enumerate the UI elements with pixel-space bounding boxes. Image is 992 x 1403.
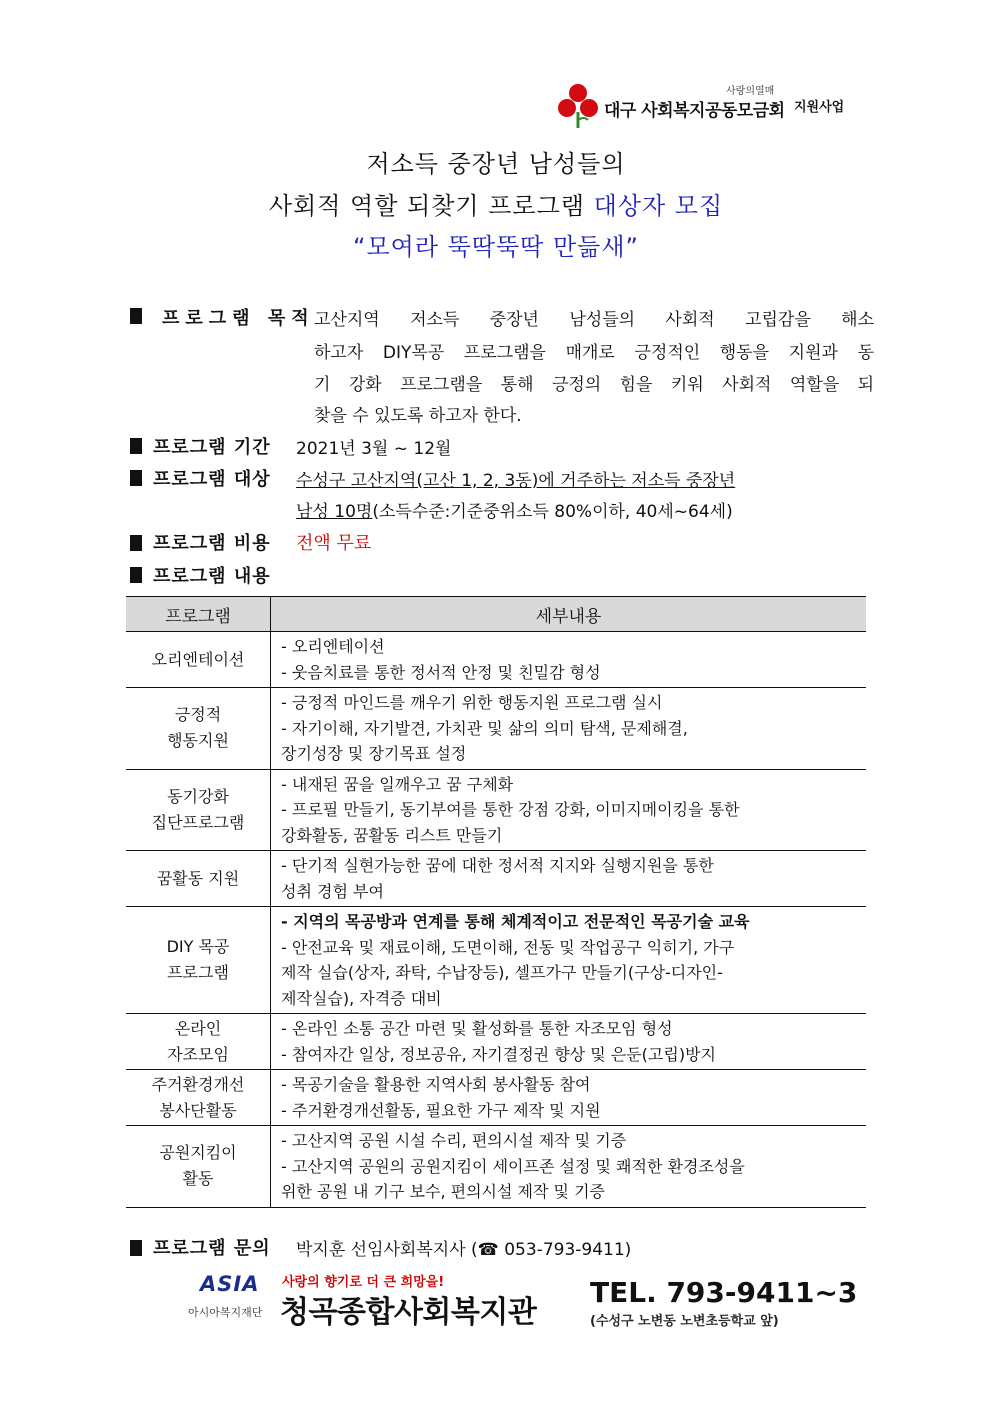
program-detail-line: 강화활동, 꿈활동 리스트 만들기 [281, 825, 503, 845]
love-fruit-logo-icon [556, 82, 600, 130]
program-category-text: 공원지킴이 [159, 1143, 237, 1163]
program-category-cell [126, 769, 271, 851]
program-detail-line: - 주거환경개선활동, 필요한 가구 제작 및 지원 [281, 1100, 601, 1120]
program-detail-line: - 목공기술을 활용한 지역사회 봉사활동 참여 [281, 1075, 591, 1094]
asia-org-name: 아시아복지재단 [188, 1306, 263, 1319]
program-detail-line: - 고산지역 공원의 공원지킴이 세이프존 설정 및 쾌적한 환경조성을 [281, 1156, 745, 1176]
program-detail-line: - 자기이해, 자기발견, 가치관 및 삶의 의미 탐색, 문제해결, [281, 718, 688, 738]
purpose-line-3: 기 강화 프로그램을 통해 긍정의 힘을 키워 사회적 역할을 되 [314, 375, 874, 395]
center-slogan: 사랑의 향기로 더 큰 희망을! [282, 1275, 445, 1290]
program-detail-line: - 참여자간 일상, 정보공유, 자기결정권 향상 및 은둔(고립)방지 [281, 1044, 716, 1064]
program-details-cell [271, 769, 867, 851]
program-category-text: 오리엔테이션 [151, 649, 245, 669]
title-line-2 [0, 186, 992, 221]
program-category-text: 봉사단활동 [159, 1100, 237, 1120]
program-detail-line: 위한 공원 내 기구 보수, 편의시설 제작 및 기증 [281, 1182, 605, 1201]
program-detail-line: - 긍정적 마인드를 깨우기 위한 행동지원 프로그램 실시 [281, 693, 663, 712]
program-detail-line: 성취 경험 부여 [281, 881, 384, 901]
table-row [126, 1126, 866, 1208]
cost-bullet-icon [130, 535, 142, 551]
title-line-2-highlight: 대상자 모집 [593, 192, 724, 220]
program-category-cell [126, 907, 271, 1014]
program-table [126, 596, 866, 1208]
program-category-cell [126, 1070, 271, 1126]
table-header-program: 프로그램 [126, 597, 271, 632]
program-detail-line: - 오리엔테이션 [281, 637, 385, 656]
program-detail-line: - 안전교육 및 재료이해, 도면이해, 전동 및 작업공구 익히기, 가구 [281, 937, 735, 957]
period-value: 2021년 3월 ~ 12월 [296, 439, 452, 459]
program-detail-line: 제작 실습(상자, 좌탁, 수납장등), 셀프가구 만들기(구상-디자인- [281, 963, 723, 982]
content-bullet-icon [130, 567, 142, 583]
title-line-2-prefix: 사회적 역할 되찾기 프로그램 [268, 192, 594, 220]
program-details-cell [271, 1070, 867, 1126]
program-category-text: 집단프로그램 [151, 812, 245, 832]
purpose-label: 프로그램 목적 [162, 308, 315, 329]
asia-foundation-logo [188, 1272, 280, 1326]
program-details-cell [271, 851, 867, 907]
table-row [126, 851, 866, 907]
table-row [126, 1070, 866, 1126]
program-category-cell [126, 851, 271, 907]
program-detail-line: 제작실습), 자격증 대비 [281, 988, 442, 1008]
target-line-2-underlined: 남성 10명 [296, 502, 373, 522]
program-detail-line: - 내재된 꿈을 일깨우고 꿈 구체화 [281, 774, 514, 794]
asia-logo-text: ASIA [200, 1272, 260, 1296]
table-row [126, 632, 866, 688]
cost-value: 전액 무료 [296, 533, 372, 554]
program-category-text: 행동지원 [167, 731, 229, 751]
program-category-text: 활동 [182, 1169, 214, 1189]
program-detail-line: - 고산지역 공원 시설 수리, 편의시설 제작 및 기증 [281, 1131, 627, 1150]
table-row [126, 688, 866, 770]
contact-value: 박지훈 선임사회복지사 (☎ 053-793-9411) [296, 1240, 632, 1260]
program-category-text: 꿈활동 지원 [156, 868, 240, 888]
purpose-line-4: 찾을 수 있도록 하고자 한다. [314, 406, 522, 426]
center-name: 청곡종합사회복지관 [280, 1295, 537, 1330]
program-detail-line: - 단기적 실현가능한 꿈에 대한 정서적 지지와 실행지원을 통한 [281, 856, 714, 875]
table-header-row [126, 597, 866, 632]
table-header-details: 세부내용 [271, 597, 867, 632]
contact-label: 프로그램 문의 [153, 1238, 271, 1259]
program-details-cell [271, 907, 867, 1014]
org-sub-label: 사랑의열매 [726, 86, 775, 97]
target-line-1: 수성구 고산지역(고산 1, 2, 3동)에 거주하는 저소득 중장년 [296, 471, 736, 491]
contact-bullet-icon [130, 1240, 142, 1256]
table-body [126, 632, 866, 1208]
program-category-text: 온라인 [174, 1018, 222, 1038]
title-line-3: “모여라 뚝딱뚝딱 만듦새” [353, 233, 639, 261]
cost-label: 프로그램 비용 [153, 533, 271, 554]
target-bullet-icon [130, 470, 142, 486]
program-details-cell [271, 688, 867, 770]
table-row [126, 1014, 866, 1070]
program-category-cell [126, 1014, 271, 1070]
purpose-line-2: 하고자 DIY목공 프로그램을 매개로 긍정적인 행동을 지원과 동 [314, 343, 874, 363]
org-name: 대구 사회복지공동모금회 [604, 101, 785, 121]
program-detail-line: 장기성장 및 장기목표 설정 [281, 744, 467, 763]
program-category-text: 주거환경개선 [151, 1074, 245, 1094]
program-details-cell [271, 632, 867, 688]
program-category-cell [126, 632, 271, 688]
purpose-line-1: 고산지역 저소득 중장년 남성들의 사회적 고립감을 해소 [314, 310, 874, 330]
content-label: 프로그램 내용 [153, 566, 271, 587]
program-category-cell [126, 688, 271, 770]
target-label: 프로그램 대상 [153, 469, 271, 490]
program-category-text: 동기강화 [167, 786, 229, 806]
program-details-cell [271, 1014, 867, 1070]
period-label: 프로그램 기간 [153, 437, 271, 458]
program-category-cell [126, 1126, 271, 1208]
program-detail-line: - 웃음치료를 통한 정서적 안정 및 친밀감 형성 [281, 662, 601, 682]
center-address: (수성구 노변동 노변초등학교 앞) [590, 1314, 779, 1329]
program-category-text: DIY 목공 [166, 937, 230, 956]
program-detail-line: - 온라인 소통 공간 마련 및 활성화를 통한 자조모임 형성 [281, 1019, 673, 1038]
program-details-cell [271, 1126, 867, 1208]
program-category-text: 자조모임 [167, 1044, 229, 1064]
title-line-1: 저소득 중장년 남성들의 [366, 150, 626, 178]
target-line-2-rest: (소득수준:기준중위소득 80%이하, 40세~64세) [372, 502, 733, 522]
program-detail-line: - 지역의 목공방과 연계를 통해 체계적이고 전문적인 목공기술 교육 [281, 912, 750, 931]
support-label: 지원사업 [794, 100, 845, 115]
program-category-text: 긍정적 [174, 705, 222, 725]
table-row [126, 769, 866, 851]
program-detail-line: - 프로필 만들기, 동기부여를 통한 강점 강화, 이미지메이킹을 통한 [281, 800, 740, 819]
purpose-bullet-icon [130, 308, 142, 324]
program-category-text: 프로그램 [167, 963, 229, 982]
period-bullet-icon [130, 438, 142, 454]
target-line-2 [296, 497, 733, 522]
table-row [126, 907, 866, 1014]
header-logo [556, 82, 866, 130]
center-tel: TEL. 793-9411~3 [590, 1276, 858, 1309]
